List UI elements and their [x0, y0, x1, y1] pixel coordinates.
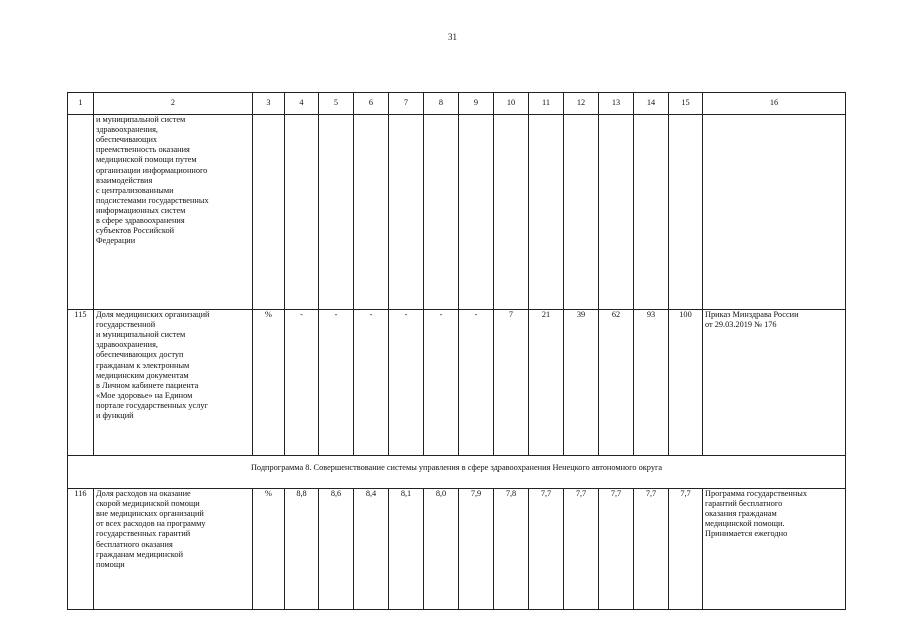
text-line: гражданам медицинской — [96, 549, 184, 559]
value-cell — [424, 115, 459, 310]
subprogram-title: Подпрограмма 8. Совершенствование системы управления в сфере здравоохранения Ненецкого автономного округа — [68, 456, 846, 489]
value-cell: 8,6 — [319, 489, 354, 610]
text-line: государственных гарантий — [96, 529, 191, 539]
value-cell — [634, 115, 669, 310]
text-line: информационных систем — [96, 205, 186, 215]
value-cell: 7,7 — [599, 489, 634, 610]
text-line: здравоохранения, — [96, 340, 159, 350]
table-row — [68, 115, 846, 310]
value-cell — [319, 115, 354, 310]
value-cell: - — [389, 310, 424, 456]
value-cell: 8,0 — [424, 489, 459, 610]
value-cell — [389, 115, 424, 310]
value-cell: 39 — [564, 310, 599, 456]
indicator-description — [94, 489, 253, 610]
value-cell: 21 — [529, 310, 564, 456]
column-header: 13 — [599, 93, 634, 115]
text-line: от всех расходов на программу — [96, 519, 206, 529]
value-cell: 7,8 — [494, 489, 529, 610]
text-line: вне медицинских организаций — [96, 509, 204, 519]
column-header: 10 — [494, 93, 529, 115]
value-cell — [599, 115, 634, 310]
value-cell: 7,7 — [669, 489, 703, 610]
text-line: здравоохранения, — [96, 125, 159, 135]
column-header: 15 — [669, 93, 703, 115]
text-line: «Мое здоровье» на Едином — [96, 390, 193, 400]
column-header: 16 — [703, 93, 846, 115]
text-line: организации информационного — [96, 165, 208, 175]
table-row — [68, 489, 846, 610]
text-line: Программа государственных — [705, 489, 807, 498]
text-line: с централизованными — [96, 185, 174, 195]
value-cell: - — [354, 310, 389, 456]
value-cell — [494, 115, 529, 310]
indicator-description — [94, 310, 253, 456]
value-cell: - — [459, 310, 494, 456]
unit-cell — [253, 115, 285, 310]
row-number: 115 — [68, 310, 94, 456]
column-header: 2 — [94, 93, 253, 115]
column-header: 1 — [68, 93, 94, 115]
text-line: бесплатного оказания — [96, 539, 173, 549]
value-cell — [285, 115, 319, 310]
text-line: гражданам к электронным — [96, 360, 190, 370]
column-header: 4 — [285, 93, 319, 115]
row-number: 116 — [68, 489, 94, 610]
indicators-table — [67, 92, 846, 610]
column-header: 12 — [564, 93, 599, 115]
value-cell: - — [424, 310, 459, 456]
source-cell — [703, 115, 846, 310]
column-header: 8 — [424, 93, 459, 115]
value-cell: 100 — [669, 310, 703, 456]
indicator-description — [94, 115, 253, 310]
value-cell: - — [319, 310, 354, 456]
text-line: в Личном кабинете пациента — [96, 380, 199, 390]
value-cell: 7,7 — [529, 489, 564, 610]
subprogram-row — [68, 456, 846, 489]
value-cell: 8,4 — [354, 489, 389, 610]
unit-cell: % — [253, 489, 285, 610]
value-cell: 7,7 — [634, 489, 669, 610]
unit-cell: % — [253, 310, 285, 456]
text-line: скорой медицинской помощи — [96, 499, 200, 509]
text-line: и муниципальной систем — [96, 330, 186, 340]
value-cell — [529, 115, 564, 310]
text-line: медицинской помощи. — [705, 519, 785, 529]
value-cell: - — [285, 310, 319, 456]
text-line: Приказ Минздрава России — [705, 310, 799, 319]
source-cell — [703, 310, 846, 456]
column-header: 7 — [389, 93, 424, 115]
text-line: подсистемами государственных — [96, 195, 209, 205]
text-line: Принимается ежегодно — [705, 529, 788, 539]
row-number — [68, 115, 94, 310]
text-line: государственной — [96, 320, 156, 330]
text-line: от 29.03.2019 № 176 — [705, 320, 777, 330]
column-numbers-row — [68, 93, 846, 115]
source-cell — [703, 489, 846, 610]
text-line: медицинским документам — [96, 370, 189, 380]
value-cell: 93 — [634, 310, 669, 456]
page-number: 31 — [448, 32, 457, 42]
value-cell: 8,8 — [285, 489, 319, 610]
value-cell: 7 — [494, 310, 529, 456]
text-line: субъектов Российской — [96, 226, 175, 236]
text-line: Доля медицинских организаций — [96, 310, 210, 319]
text-line: гарантий бесплатного — [705, 499, 783, 509]
value-cell: 7,7 — [564, 489, 599, 610]
column-header: 14 — [634, 93, 669, 115]
text-line: в сфере здравоохранения — [96, 216, 185, 226]
value-cell: 7,9 — [459, 489, 494, 610]
text-line: обеспечивающих — [96, 135, 158, 145]
text-line: и муниципальной систем — [96, 115, 186, 124]
text-line: обеспечивающих доступ — [96, 350, 184, 360]
value-cell — [354, 115, 389, 310]
column-header: 11 — [529, 93, 564, 115]
text-line: медицинской помощи путем — [96, 155, 197, 165]
value-cell — [459, 115, 494, 310]
value-cell: 8,1 — [389, 489, 424, 610]
text-line: взаимодействия — [96, 175, 153, 185]
column-header: 6 — [354, 93, 389, 115]
text-line: преемственность оказания — [96, 145, 190, 155]
text-line: и функций — [96, 411, 134, 421]
text-line: Федерации — [96, 236, 136, 246]
text-line: оказания гражданам — [705, 509, 777, 519]
text-line: помощи — [96, 559, 125, 569]
value-cell — [669, 115, 703, 310]
table-row — [68, 310, 846, 456]
column-header: 9 — [459, 93, 494, 115]
column-header: 3 — [253, 93, 285, 115]
value-cell: 62 — [599, 310, 634, 456]
value-cell — [564, 115, 599, 310]
text-line: Доля расходов на оказание — [96, 489, 191, 498]
text-line: портале государственных услуг — [96, 400, 208, 410]
column-header: 5 — [319, 93, 354, 115]
